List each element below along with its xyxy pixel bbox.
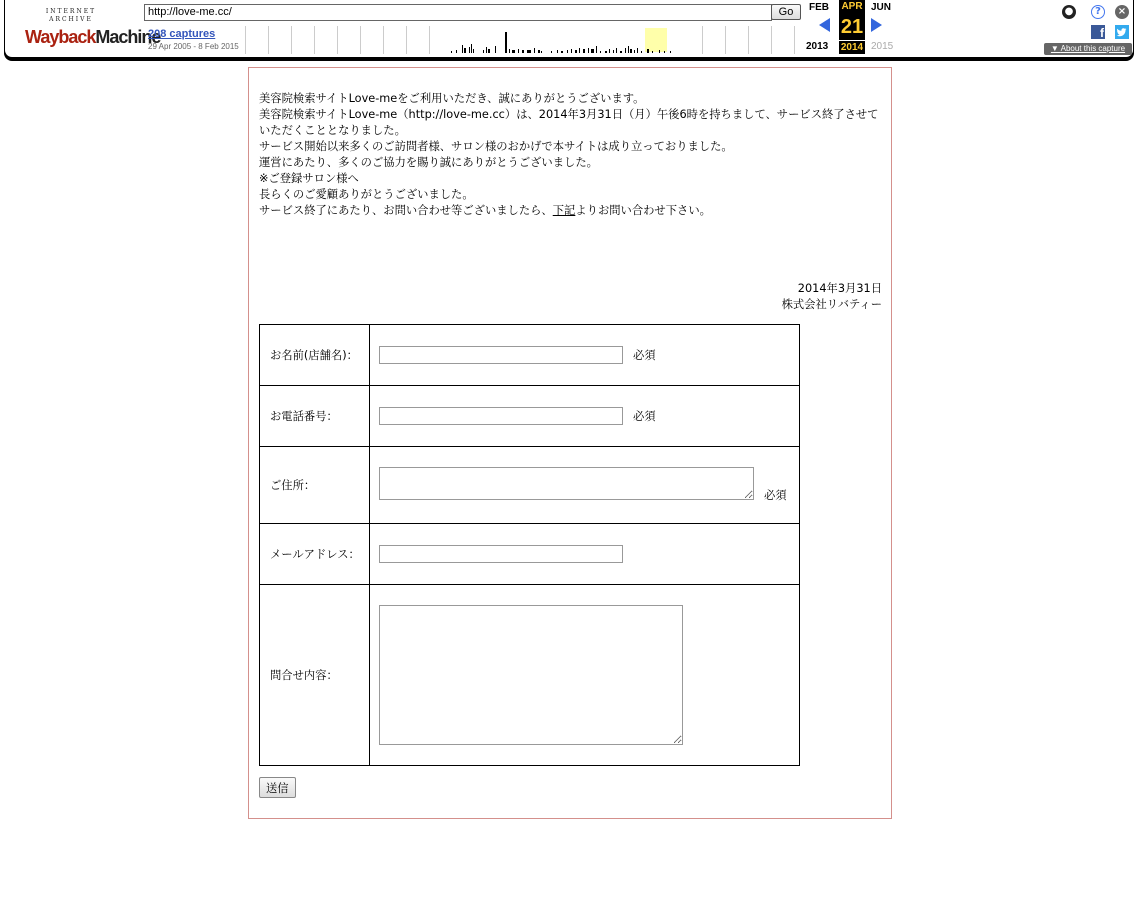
next-year-link: 2015 — [871, 41, 894, 52]
required-mark: 必須 — [633, 349, 656, 362]
submit-button[interactable]: 送信 — [259, 777, 296, 798]
user-icon[interactable]: ● — [1062, 5, 1076, 19]
wayback-logo[interactable] — [25, 8, 161, 47]
phone-input[interactable] — [379, 407, 623, 425]
logo-internet-archive: INTERNET ARCHIVE — [45, 8, 97, 23]
notice-line: 運営にあたり、多くのご協力を賜り誠にありがとうございました。 — [259, 156, 598, 169]
current-day: 21 — [840, 16, 864, 38]
current-month: APR — [839, 0, 865, 14]
contact-form-link[interactable]: 下記 — [552, 204, 576, 217]
next-capture-arrow-icon[interactable] — [871, 18, 882, 32]
address-textarea[interactable] — [379, 467, 754, 500]
url-input[interactable]: http://love-me.cc/ — [144, 4, 772, 21]
notice-line: 美容院検索サイトLove-meをご利用いただき、誠にありがとうございます。 — [259, 92, 645, 105]
content-box — [248, 67, 892, 819]
notice-line: ※ご登録サロン様へ — [259, 172, 359, 185]
twitter-icon[interactable] — [1115, 25, 1129, 39]
email-input[interactable] — [379, 545, 623, 563]
signature-company: 株式会社リバティー — [781, 298, 882, 311]
address-label: ご住所： — [260, 447, 370, 524]
close-icon[interactable]: × — [1115, 5, 1129, 19]
go-button[interactable]: Go — [771, 4, 801, 20]
capture-range: 29 Apr 2005 - 8 Feb 2015 — [148, 42, 239, 51]
message-label: 問合せ内容： — [260, 585, 370, 766]
prev-year-link[interactable]: 2013 — [806, 41, 829, 52]
calendar-nav — [805, 0, 897, 56]
notice-line: 長らくのご愛顧ありがとうございました。 — [259, 188, 474, 201]
signature-date: 2014年3月31日 — [797, 282, 882, 295]
next-month-link[interactable]: JUN — [871, 2, 892, 13]
closure-notice — [259, 91, 884, 219]
capture-sparkline[interactable] — [245, 26, 795, 54]
name-label: お名前(店舗名)： — [260, 325, 370, 386]
name-input[interactable] — [379, 346, 623, 364]
current-year: 2014 — [840, 42, 864, 53]
facebook-icon[interactable]: f — [1091, 25, 1105, 39]
help-icon[interactable]: ? — [1091, 5, 1105, 19]
notice-line: サービス開始以来多くのご訪問者様、サロン様のおかげで本サイトは成り立っておりました。 — [259, 140, 733, 153]
captures-link[interactable]: 208 captures — [148, 28, 216, 40]
email-label: メールアドレス： — [260, 524, 370, 585]
prev-month-link[interactable]: FEB — [809, 2, 829, 13]
signature — [782, 281, 882, 313]
notice-line: サービス終了にあたり、お問い合わせ等ございましたら、下記よりお問い合わせ下さい。 — [259, 204, 711, 217]
required-mark: 必須 — [633, 410, 656, 423]
wayback-toolbar — [4, 0, 1134, 58]
notice-line: 美容院検索サイトLove-me（http://love-me.cc）は、2014年3月31日（月）午後6時を持ちまして、サービス終了させていただくこととなりました。 — [259, 108, 879, 137]
message-textarea[interactable] — [379, 605, 683, 745]
prev-capture-arrow-icon[interactable] — [819, 18, 830, 32]
contact-form — [259, 324, 800, 766]
about-capture-dropdown[interactable]: ▼ About this capture — [1044, 43, 1132, 55]
required-mark: 必須 — [764, 488, 787, 502]
phone-label: お電話番号： — [260, 386, 370, 447]
logo-wayback-machine: WaybackMachine — [25, 27, 161, 47]
